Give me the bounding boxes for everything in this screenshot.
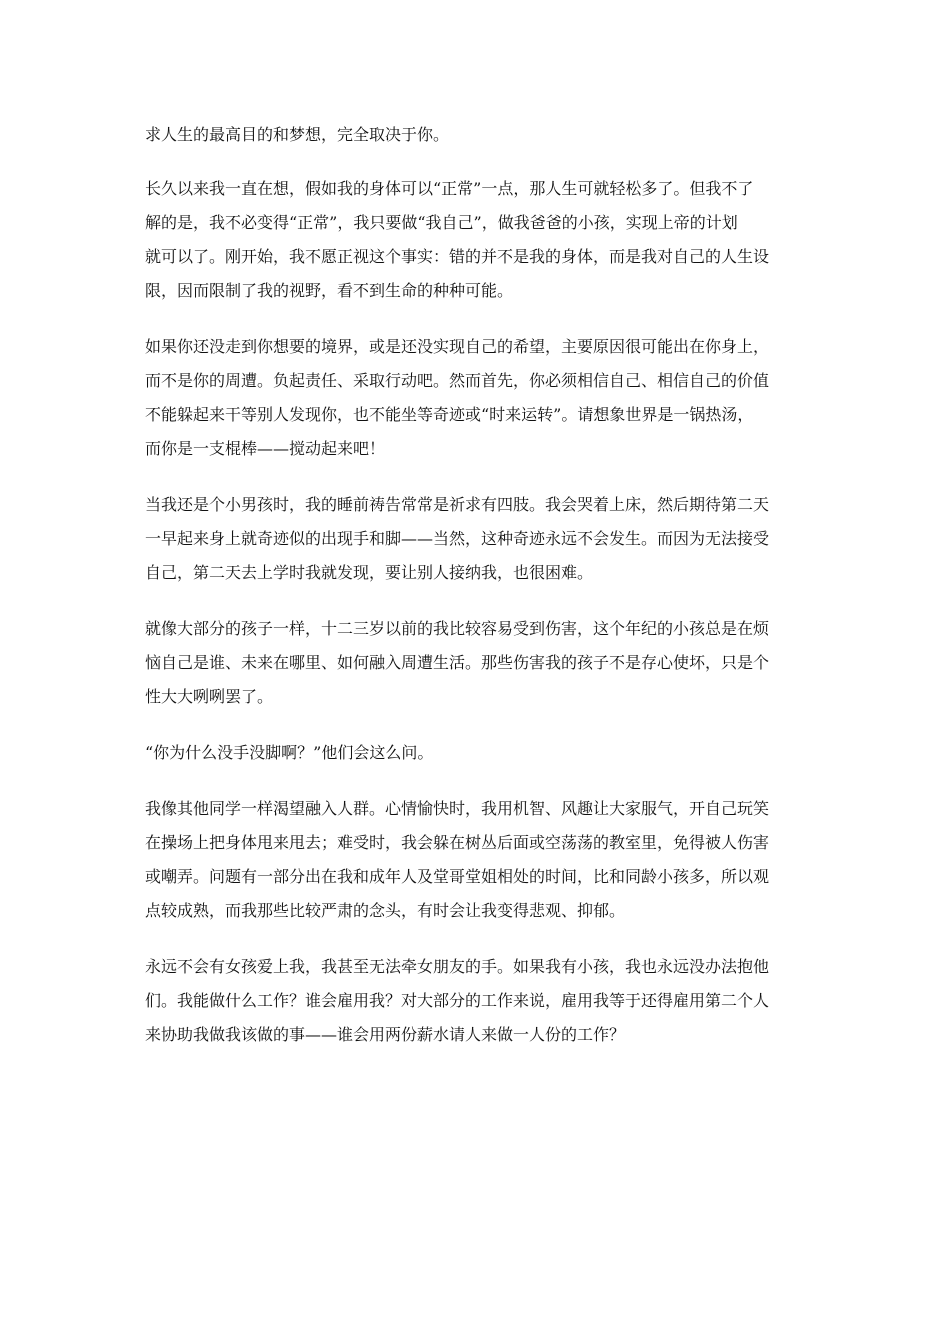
document-page <box>145 118 807 1074</box>
paragraph-1 <box>145 118 807 152</box>
text-line: 当我还是个小男孩时，我的睡前祷告常常是祈求有四肢。我会哭着上床，然后期待第二天 <box>145 495 770 514</box>
text-line: 恼自己是谁、未来在哪里、如何融入周遭生活。那些伤害我的孩子不是存心使坏，只是个 <box>145 653 770 672</box>
text-line: 在操场上把身体甩来甩去；难受时，我会躲在树丛后面或空荡荡的教室里，免得被人伤害 <box>145 833 770 852</box>
text-line: 限，因而限制了我的视野，看不到生命的种种可能。 <box>145 281 514 300</box>
text-line: 如果你还没走到你想要的境界，或是还没实现自己的希望，主要原因很可能出在你身上， <box>145 337 770 356</box>
text-line: 自己，第二天去上学时我就发现，要让别人接纳我，也很困难。 <box>145 563 594 582</box>
paragraph-2 <box>145 172 807 308</box>
text-line: 解的是，我不必变得“正常”，我只要做“我自己”，做我爸爸的小孩，实现上帝的计划 <box>145 213 738 232</box>
text-line: 性大大咧咧罢了。 <box>145 687 274 706</box>
paragraph-7 <box>145 792 807 928</box>
text-line: 点较成熟，而我那些比较严肃的念头，有时会让我变得悲观、抑郁。 <box>145 901 626 920</box>
text-line: “你为什么没手没脚啊？”他们会这么问。 <box>145 743 434 762</box>
text-line: 我像其他同学一样渴望融入人群。心情愉快时，我用机智、风趣让大家服气，开自己玩笑 <box>145 799 770 818</box>
paragraph-4 <box>145 488 807 590</box>
text-line: 长久以来我一直在想，假如我的身体可以“正常”一点，那人生可就轻松多了。但我不了 <box>145 179 754 198</box>
text-line: 不能躲起来干等别人发现你，也不能坐等奇迹或“时来运转”。请想象世界是一锅热汤， <box>145 405 754 424</box>
text-line: 就可以了。刚开始，我不愿正视这个事实：错的并不是我的身体，而是我对自己的人生设 <box>145 247 770 266</box>
text-line: 而你是一支棍棒——搅动起来吧！ <box>145 439 386 458</box>
paragraph-5 <box>145 612 807 714</box>
text-line: 而不是你的周遭。负起责任、采取行动吧。然而首先，你必须相信自己、相信自己的价值 <box>145 371 770 390</box>
paragraph-6 <box>145 736 807 770</box>
text-line: 永远不会有女孩爱上我，我甚至无法牵女朋友的手。如果我有小孩，我也永远没办法抱他 <box>145 957 770 976</box>
text-line: 就像大部分的孩子一样，十二三岁以前的我比较容易受到伤害，这个年纪的小孩总是在烦 <box>145 619 770 638</box>
paragraph-8 <box>145 950 807 1052</box>
text-line: 一早起来身上就奇迹似的出现手和脚——当然，这种奇迹永远不会发生。而因为无法接受 <box>145 529 770 548</box>
text-line: 来协助我做我该做的事——谁会用两份薪水请人来做一人份的工作？ <box>145 1025 626 1044</box>
paragraph-3 <box>145 330 807 466</box>
text-line: 或嘲弄。问题有一部分出在我和成年人及堂哥堂姐相处的时间，比和同龄小孩多，所以观 <box>145 867 770 886</box>
text-line: 们。我能做什么工作？谁会雇用我？对大部分的工作来说，雇用我等于还得雇用第二个人 <box>145 991 770 1010</box>
text-line: 求人生的最高目的和梦想，完全取决于你。 <box>145 125 450 144</box>
